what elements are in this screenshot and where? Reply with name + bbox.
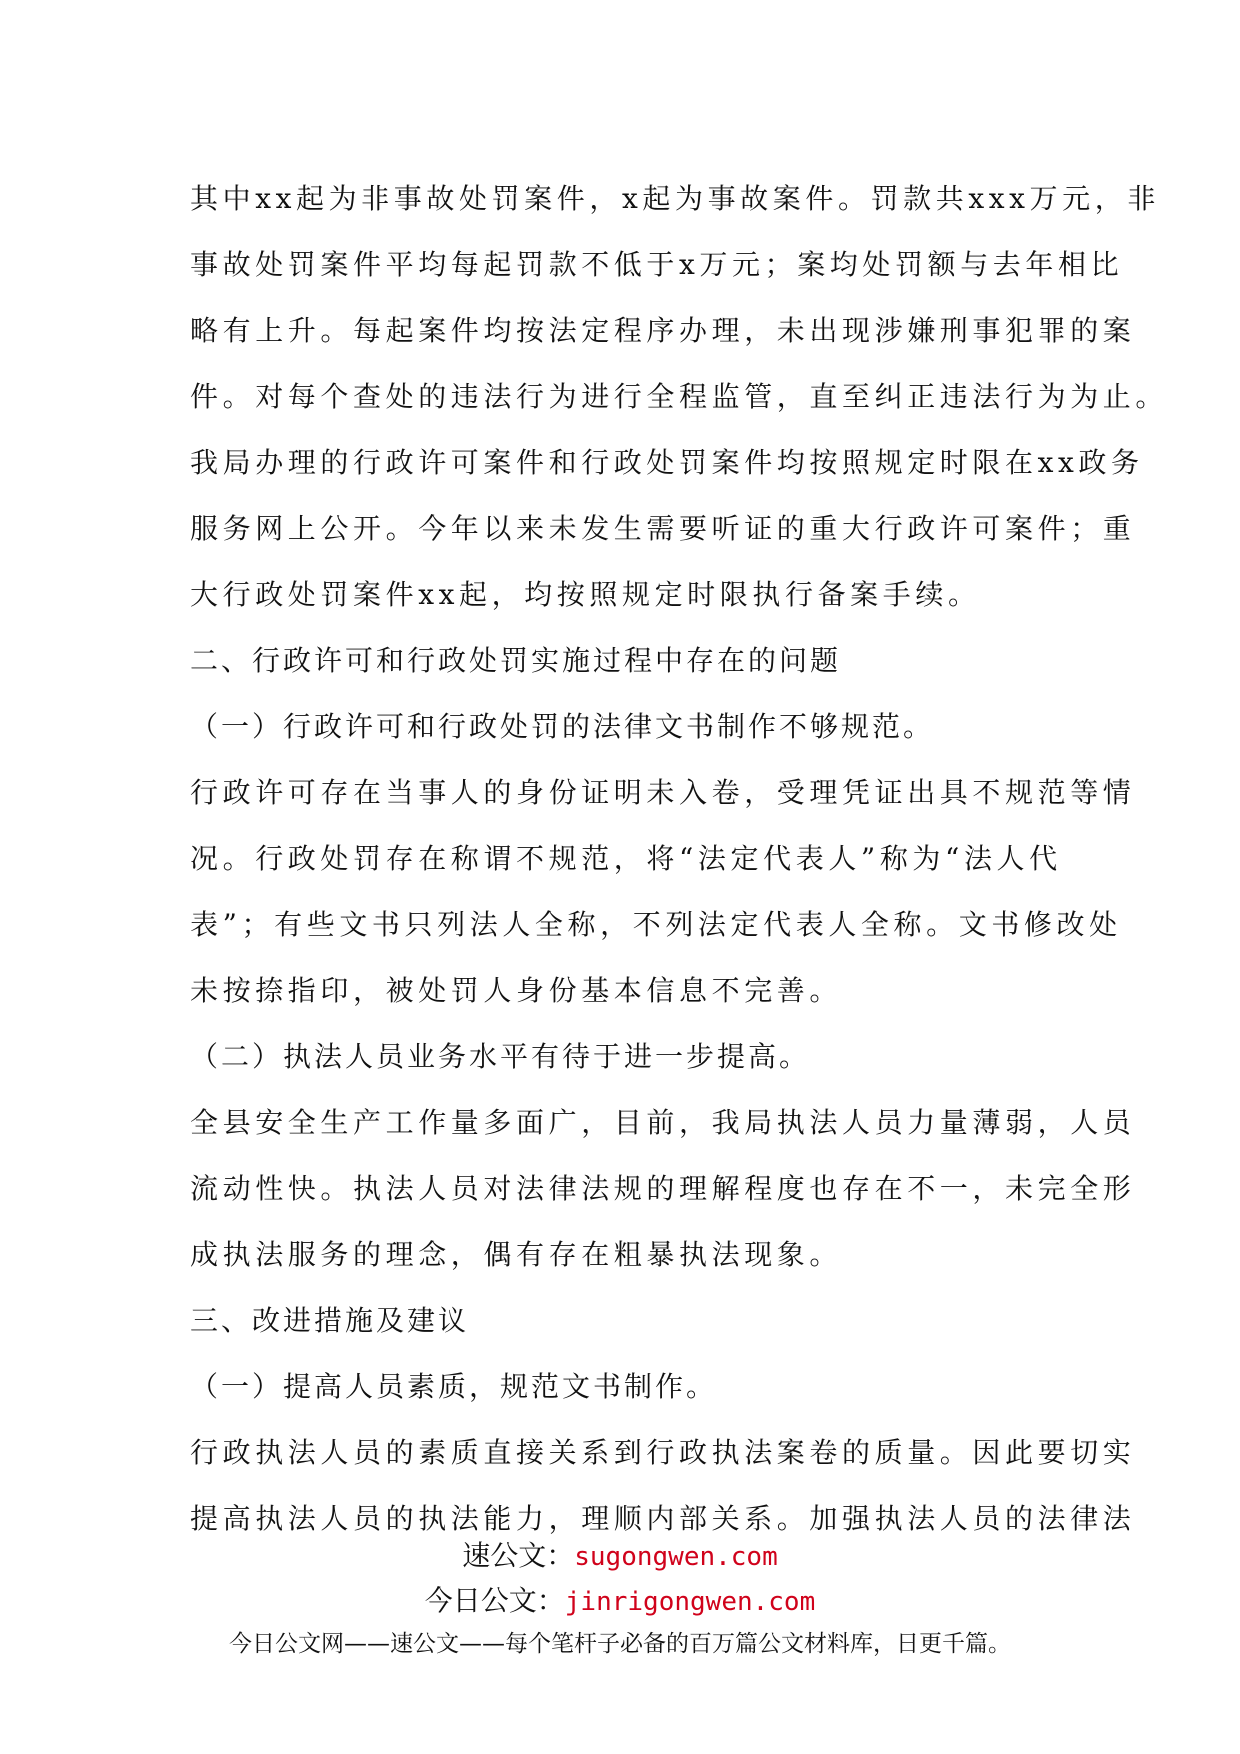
paragraph-line: 其中xx起为非事故处罚案件，x起为事故案件。罚款共xxx万元，非 bbox=[190, 182, 1160, 215]
section-heading: （一）行政许可和行政处罚的法律文书制作不够规范。 bbox=[190, 710, 935, 743]
section-heading: （二）执法人员业务水平有待于进一步提高。 bbox=[190, 1040, 811, 1073]
paragraph-line: 全县安全生产工作量多面广，目前，我局执法人员力量薄弱，人员 bbox=[190, 1106, 1136, 1139]
paragraph-line: 事故处罚案件平均每起罚款不低于x万元；案均处罚额与去年相比 bbox=[190, 248, 1124, 281]
paragraph-line: 大行政处罚案件xx起，均按照规定时限执行备案手续。 bbox=[190, 578, 981, 611]
footer-site1-label: 速公文： bbox=[462, 1539, 575, 1572]
paragraph-line: 况。行政处罚存在称谓不规范，将“法定代表人”称为“法人代 bbox=[190, 842, 1062, 875]
section-heading: （一）提高人员素质，规范文书制作。 bbox=[190, 1370, 718, 1403]
paragraph-line: 件。对每个查处的违法行为进行全程监管，直至纠正违法行为为止。 bbox=[190, 380, 1169, 413]
paragraph-line: 成执法服务的理念，偶有存在粗暴执法现象。 bbox=[190, 1238, 843, 1271]
footer-site-sugongwen bbox=[0, 1538, 1240, 1575]
paragraph-line: 略有上升。每起案件均按法定程序办理，未出现涉嫌刑事犯罪的案 bbox=[190, 314, 1136, 347]
paragraph-line: 行政执法人员的素质直接关系到行政执法案卷的质量。因此要切实 bbox=[190, 1436, 1136, 1469]
paragraph-line: 未按捺指印，被处罚人身份基本信息不完善。 bbox=[190, 974, 843, 1007]
footer-site-jinrigongwen bbox=[0, 1583, 1240, 1620]
paragraph-line: 提高执法人员的执法能力，理顺内部关系。加强执法人员的法律法 bbox=[190, 1502, 1136, 1535]
document-body bbox=[190, 166, 1169, 1552]
footer-site2-label: 今日公文： bbox=[424, 1584, 565, 1617]
footer-tagline: 今日公文网——速公文——每个笔杆子必备的百万篇公文材料库，日更千篇。 bbox=[229, 1631, 1011, 1657]
footer-site1-link[interactable]: sugongwen.com bbox=[574, 1542, 778, 1572]
paragraph-line: 流动性快。执法人员对法律法规的理解程度也存在不一，未完全形 bbox=[190, 1172, 1136, 1205]
paragraph-line: 行政许可存在当事人的身份证明未入卷，受理凭证出具不规范等情 bbox=[190, 776, 1136, 809]
paragraph-line: 我局办理的行政许可案件和行政处罚案件均按照规定时限在xx政务 bbox=[190, 446, 1144, 479]
footer-site2-link[interactable]: jinrigongwen.com bbox=[564, 1587, 816, 1617]
section-heading: 三、改进措施及建议 bbox=[190, 1304, 470, 1337]
paragraph-line: 服务网上公开。今年以来未发生需要听证的重大行政许可案件；重 bbox=[190, 512, 1136, 545]
section-heading: 二、行政许可和行政处罚实施过程中存在的问题 bbox=[190, 644, 842, 677]
paragraph-line: 表”；有些文书只列法人全称，不列法定代表人全称。文书修改处 bbox=[190, 908, 1122, 941]
